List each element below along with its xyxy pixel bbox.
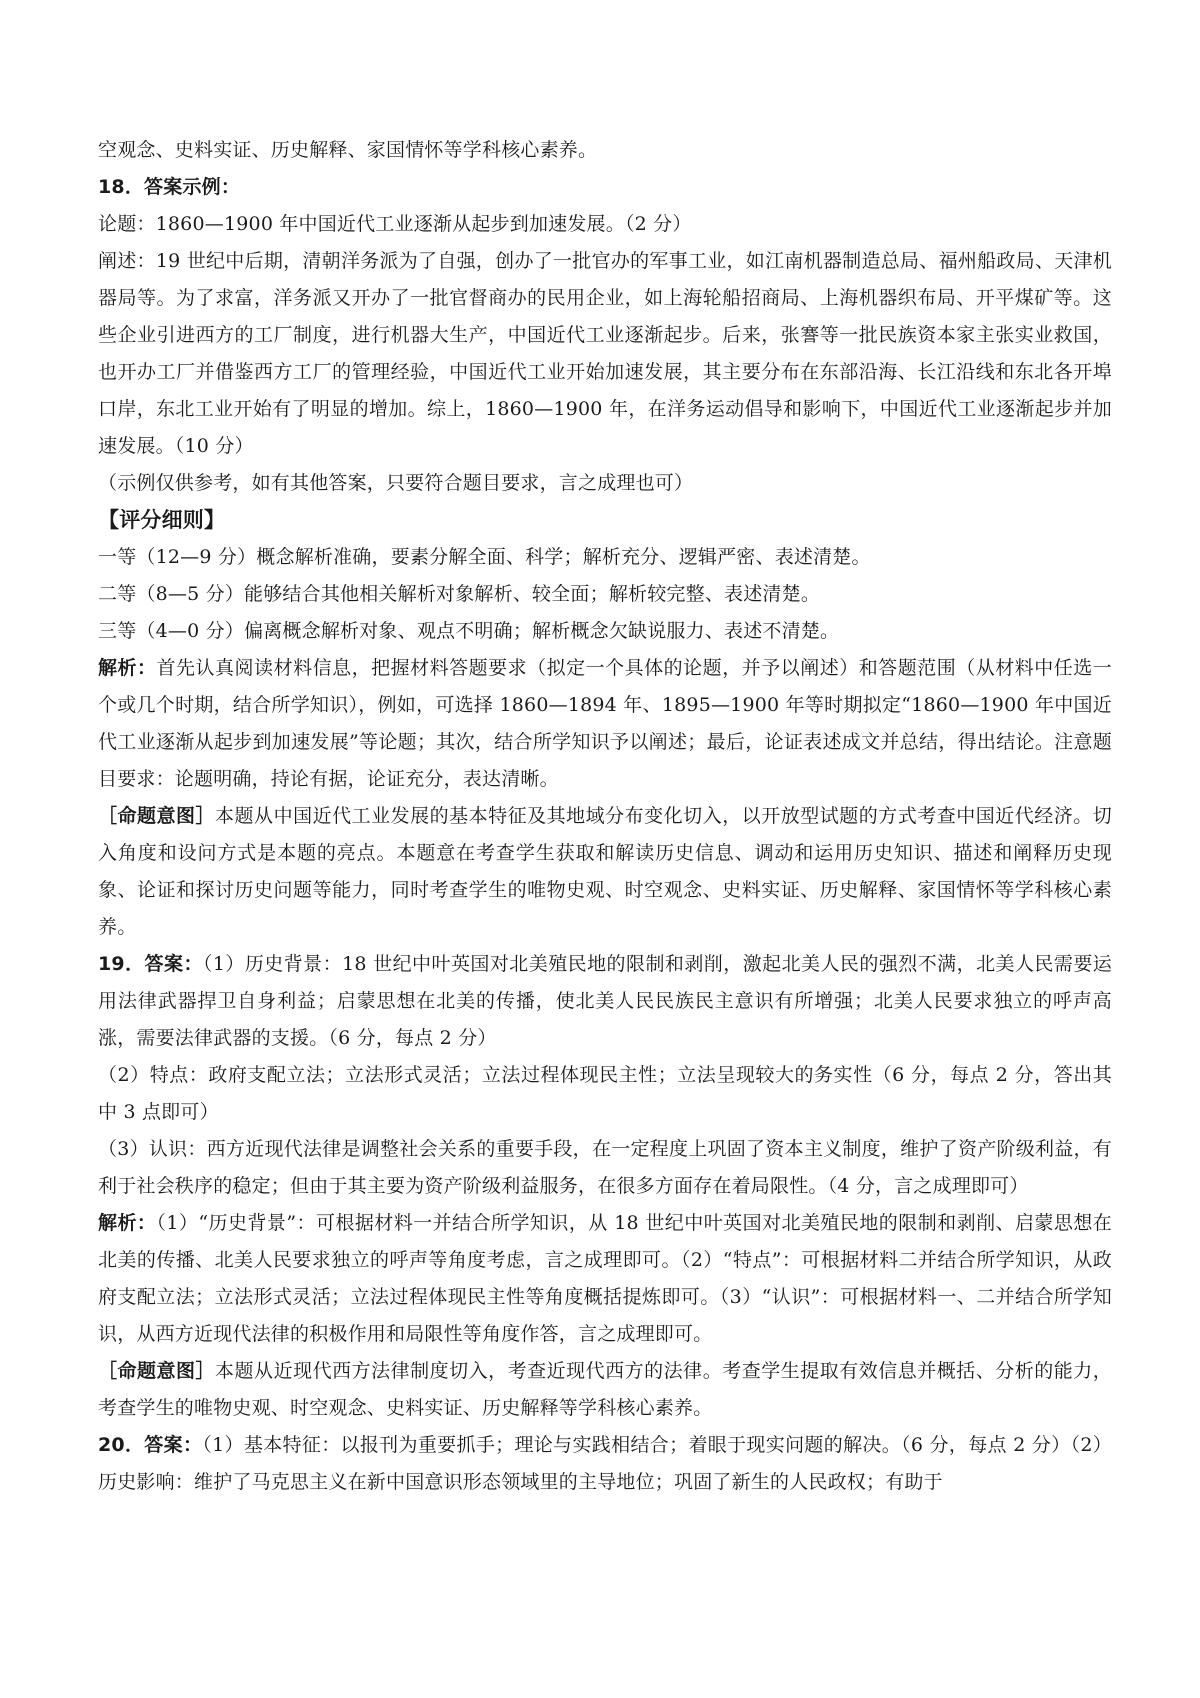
q18-heading: 18．答案示例： bbox=[98, 176, 241, 198]
rubric-level-1: 一等（12—9 分）概念解析准确，要素分解全面、科学；解析充分、逻辑严密、表述清楚。 bbox=[98, 546, 871, 568]
q20-text: （1）基本特征：以报刊为重要抓手；理论与实践相结合；着眼于现实问题的解决。（6 分，每点 2 分）（2）历史影响：维护了马克思主义在新中国意识形态领域里的主导地位；巩固了新生的人民政权；有助于 bbox=[98, 1434, 1112, 1493]
q18-intent bbox=[98, 798, 1112, 946]
rubric-level-3: 三等（4—0 分）偏离概念解析对象、观点不明确；解析概念欠缺说服力、表述不清楚。 bbox=[98, 620, 840, 642]
q19-part1 bbox=[98, 946, 1112, 1057]
q19-intent bbox=[98, 1353, 1112, 1427]
intent-label: ［命题意图］ bbox=[98, 805, 216, 827]
q20-heading: 20．答案： bbox=[98, 1434, 203, 1456]
q18-note: （示例仅供参考，如有其他答案，只要符合题目要求，言之成理也可） bbox=[98, 472, 694, 494]
analysis-label: 解析： bbox=[98, 1212, 157, 1234]
rubric-level-2: 二等（8—5 分）能够结合其他相关解析对象解析、较全面；解析较完整、表述清楚。 bbox=[98, 583, 821, 605]
q20-answer bbox=[98, 1427, 1112, 1501]
q18-thesis: 论题：1860—1900 年中国近代工业逐渐从起步到加速发展。（2 分） bbox=[98, 213, 692, 235]
intent-text: 本题从中国近代工业发展的基本特征及其地域分布变化切入，以开放型试题的方式考查中国近代经济。切入角度和设问方式是本题的亮点。本题意在考查学生获取和解读历史信息、调动和运用历史知识、描述和阐释历史现象、论证和探讨历史问题等能力，同时考查学生的唯物史观、时空观念、史料实证、历史解释、家国情怀等学科核心素养。 bbox=[98, 805, 1113, 938]
q19-heading: 19．答案： bbox=[98, 953, 203, 975]
rubric-heading: 【评分细则】 bbox=[98, 508, 226, 532]
analysis-label: 解析： bbox=[98, 657, 157, 679]
q19-part1-text: （1）历史背景：18 世纪中叶英国对北美殖民地的限制和剥削，激起北美人民的强烈不满，北美人民需要运用法律武器捍卫自身利益；启蒙思想在北美的传播，使北美人民民族民主意识有所增强；北美人民要求独立的呼声高涨，需要法律武器的支援。（6 分，每点 2 分） bbox=[98, 953, 1112, 1049]
q18-analysis bbox=[98, 650, 1112, 798]
intent-label: ［命题意图］ bbox=[98, 1360, 216, 1382]
analysis-text: （1）“历史背景”：可根据材料一并结合所学知识，从 18 世纪中叶英国对北美殖民地的限制和剥削、启蒙思想在北美的传播、北美人民要求独立的呼声等角度考虑，言之成理即可。（2）“特点”：可根据材料二并结合所学知识，从政府支配立法；立法形式灵活；立法过程体现民主性等角度概括提炼即可。（3）“认识”：可根据材料一、二并结合所学知识，从西方近现代法律的积极作用和局限性等角度作答，言之成理即可。 bbox=[98, 1212, 1112, 1345]
analysis-text: 首先认真阅读材料信息，把握材料答题要求（拟定一个具体的论题，并予以阐述）和答题范围（从材料中任选一个或几个时期，结合所学知识），例如，可选择 1860—1894 年、1895—1900 年等时期拟定“1860—1900 年中国近代工业逐渐从起步到加速发展”等论题；其次，结合所学知识予以阐述；最后，论证表述成文并总结，得出结论。注意题目要求：论题明确，持论有据，论证充分，表达清晰。 bbox=[98, 657, 1112, 790]
intent-text: 本题从近现代西方法律制度切入，考查近现代西方的法律。考查学生提取有效信息并概括、分析的能力，考查学生的唯物史观、时空观念、史料实证、历史解释等学科核心素养。 bbox=[98, 1360, 1113, 1419]
q19-part2: （2）特点：政府支配立法；立法形式灵活；立法过程体现民主性；立法呈现较大的务实性（6 分，每点 2 分，答出其中 3 点即可） bbox=[98, 1064, 1112, 1123]
q19-analysis bbox=[98, 1205, 1112, 1353]
q19-part3: （3）认识：西方近现代法律是调整社会关系的重要手段，在一定程度上巩固了资本主义制度，维护了资产阶级利益，有利于社会秩序的稳定；但由于其主要为资产阶级利益服务，在很多方面存在着局限性。（4 分，言之成理即可） bbox=[98, 1138, 1112, 1197]
q18-elaboration: 阐述：19 世纪中后期，清朝洋务派为了自强，创办了一批官办的军事工业，如江南机器制造总局、福州船政局、天津机器局等。为了求富，洋务派又开办了一批官督商办的民用企业，如上海轮船招商局、上海机器织布局、开平煤矿等。这些企业引进西方的工厂制度，进行机器大生产，中国近代工业逐渐起步。后来，张謇等一批民族资本家主张实业救国，也开办工厂并借鉴西方工厂的管理经验，中国近代工业开始加速发展，其主要分布在东部沿海、长江沿线和东北各开埠口岸，东北工业开始有了明显的增加。综上，1860—1900 年，在洋务运动倡导和影响下，中国近代工业逐渐起步并加速发展。（10 分） bbox=[98, 250, 1112, 457]
continued-line: 空观念、史料实证、历史解释、家国情怀等学科核心素养。 bbox=[98, 139, 598, 161]
